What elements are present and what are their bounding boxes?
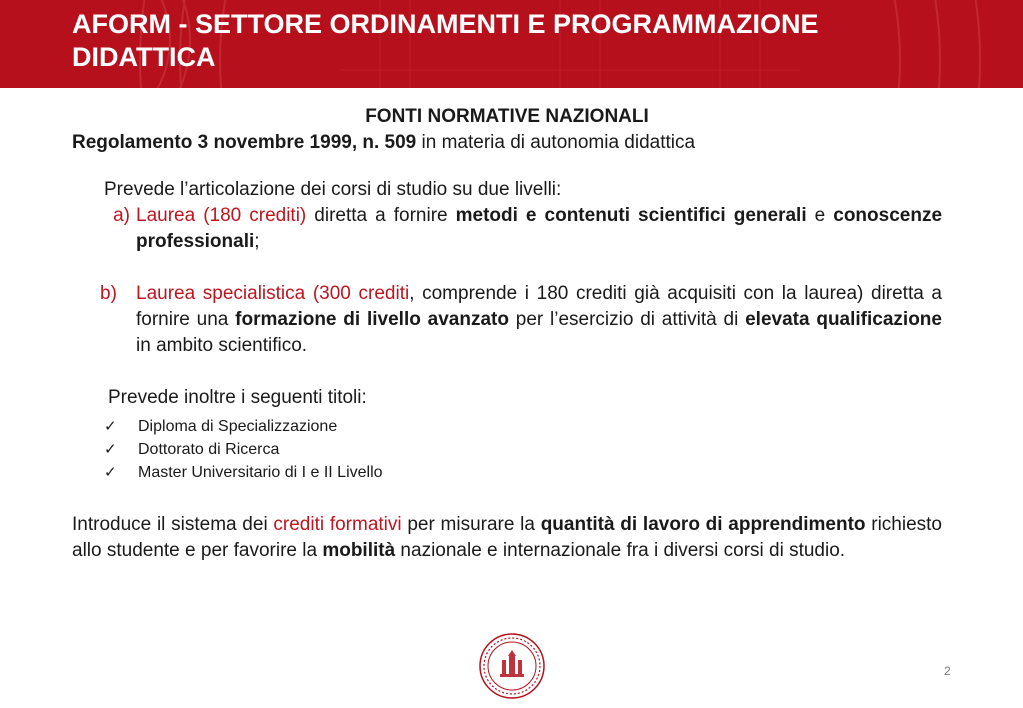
closing-t4: nazionale e internazionale fra i diversi corsi di studio. — [395, 540, 846, 561]
title-line-1: AFORM - SETTORE ORDINAMENTI E PROGRAMMAZIONE — [72, 9, 819, 39]
title-line-2: DIDATTICA — [72, 42, 216, 72]
item-b-b2: elevata qualificazione — [745, 309, 942, 330]
levels-intro: Prevede l’articolazione dei corsi di studio su due livelli: — [104, 179, 562, 200]
closing-paragraph — [72, 512, 942, 564]
closing-b2: mobilità — [322, 540, 396, 561]
title-item-label: Dottorato di Ricerca — [138, 441, 280, 458]
item-a-t2: e — [806, 205, 834, 226]
slide-title — [72, 8, 992, 74]
list-item-b — [72, 281, 942, 359]
item-b-red: Laurea specialistica (300 crediti — [136, 283, 410, 304]
closing-b1: quantità di lavoro di apprendimento — [540, 514, 866, 535]
item-a-marker: a) — [113, 205, 130, 226]
item-b-t1: , comprende i 180 crediti già acquisiti con la laurea) diretta a fornire una — [136, 283, 942, 330]
slide-body — [72, 104, 942, 564]
check-icon: ✓ — [104, 418, 117, 435]
item-a-b2: conoscenze professionali — [136, 205, 943, 252]
regulation-line — [72, 130, 942, 156]
closing-red: crediti formativi — [273, 514, 402, 535]
item-b-marker: b) — [100, 283, 117, 304]
regulation-rest: in materia di autonomia didattica — [416, 132, 696, 153]
list-item — [72, 461, 942, 484]
check-icon: ✓ — [104, 441, 117, 458]
check-icon: ✓ — [104, 464, 117, 481]
header-banner — [0, 0, 1023, 88]
section-heading: FONTI NORMATIVE NAZIONALI — [365, 106, 649, 127]
item-a-b1: metodi e contenuti scientifici generali — [455, 205, 807, 226]
closing-t1: Introduce il sistema dei — [72, 514, 274, 535]
titles-intro: Prevede inoltre i seguenti titoli: — [108, 387, 367, 408]
item-a-t1: diretta a fornire — [306, 205, 456, 226]
page-number: 2 — [944, 664, 951, 678]
regulation-bold: Regolamento 3 novembre 1999, n. 509 — [72, 132, 417, 153]
titles-list — [72, 415, 942, 484]
list-item — [72, 438, 942, 461]
item-b-t3: in ambito scientifico. — [136, 335, 308, 356]
closing-t2: per misurare la — [401, 514, 541, 535]
title-item-label: Diploma di Specializzazione — [138, 418, 338, 435]
list-item — [72, 415, 942, 438]
item-a-text — [136, 203, 942, 255]
title-item-label: Master Universitario di I e II Livello — [138, 464, 383, 481]
item-b-t2: per l’esercizio di attività di — [508, 309, 746, 330]
list-item-a — [72, 203, 942, 255]
item-b-text — [136, 281, 942, 359]
university-seal-logo — [478, 632, 546, 700]
item-a-red: Laurea (180 crediti) — [136, 205, 307, 226]
item-a-t3: ; — [254, 231, 260, 252]
item-b-b1: formazione di livello avanzato — [235, 309, 509, 330]
closing-t3: richiesto allo studente e per favorire la — [72, 514, 942, 561]
